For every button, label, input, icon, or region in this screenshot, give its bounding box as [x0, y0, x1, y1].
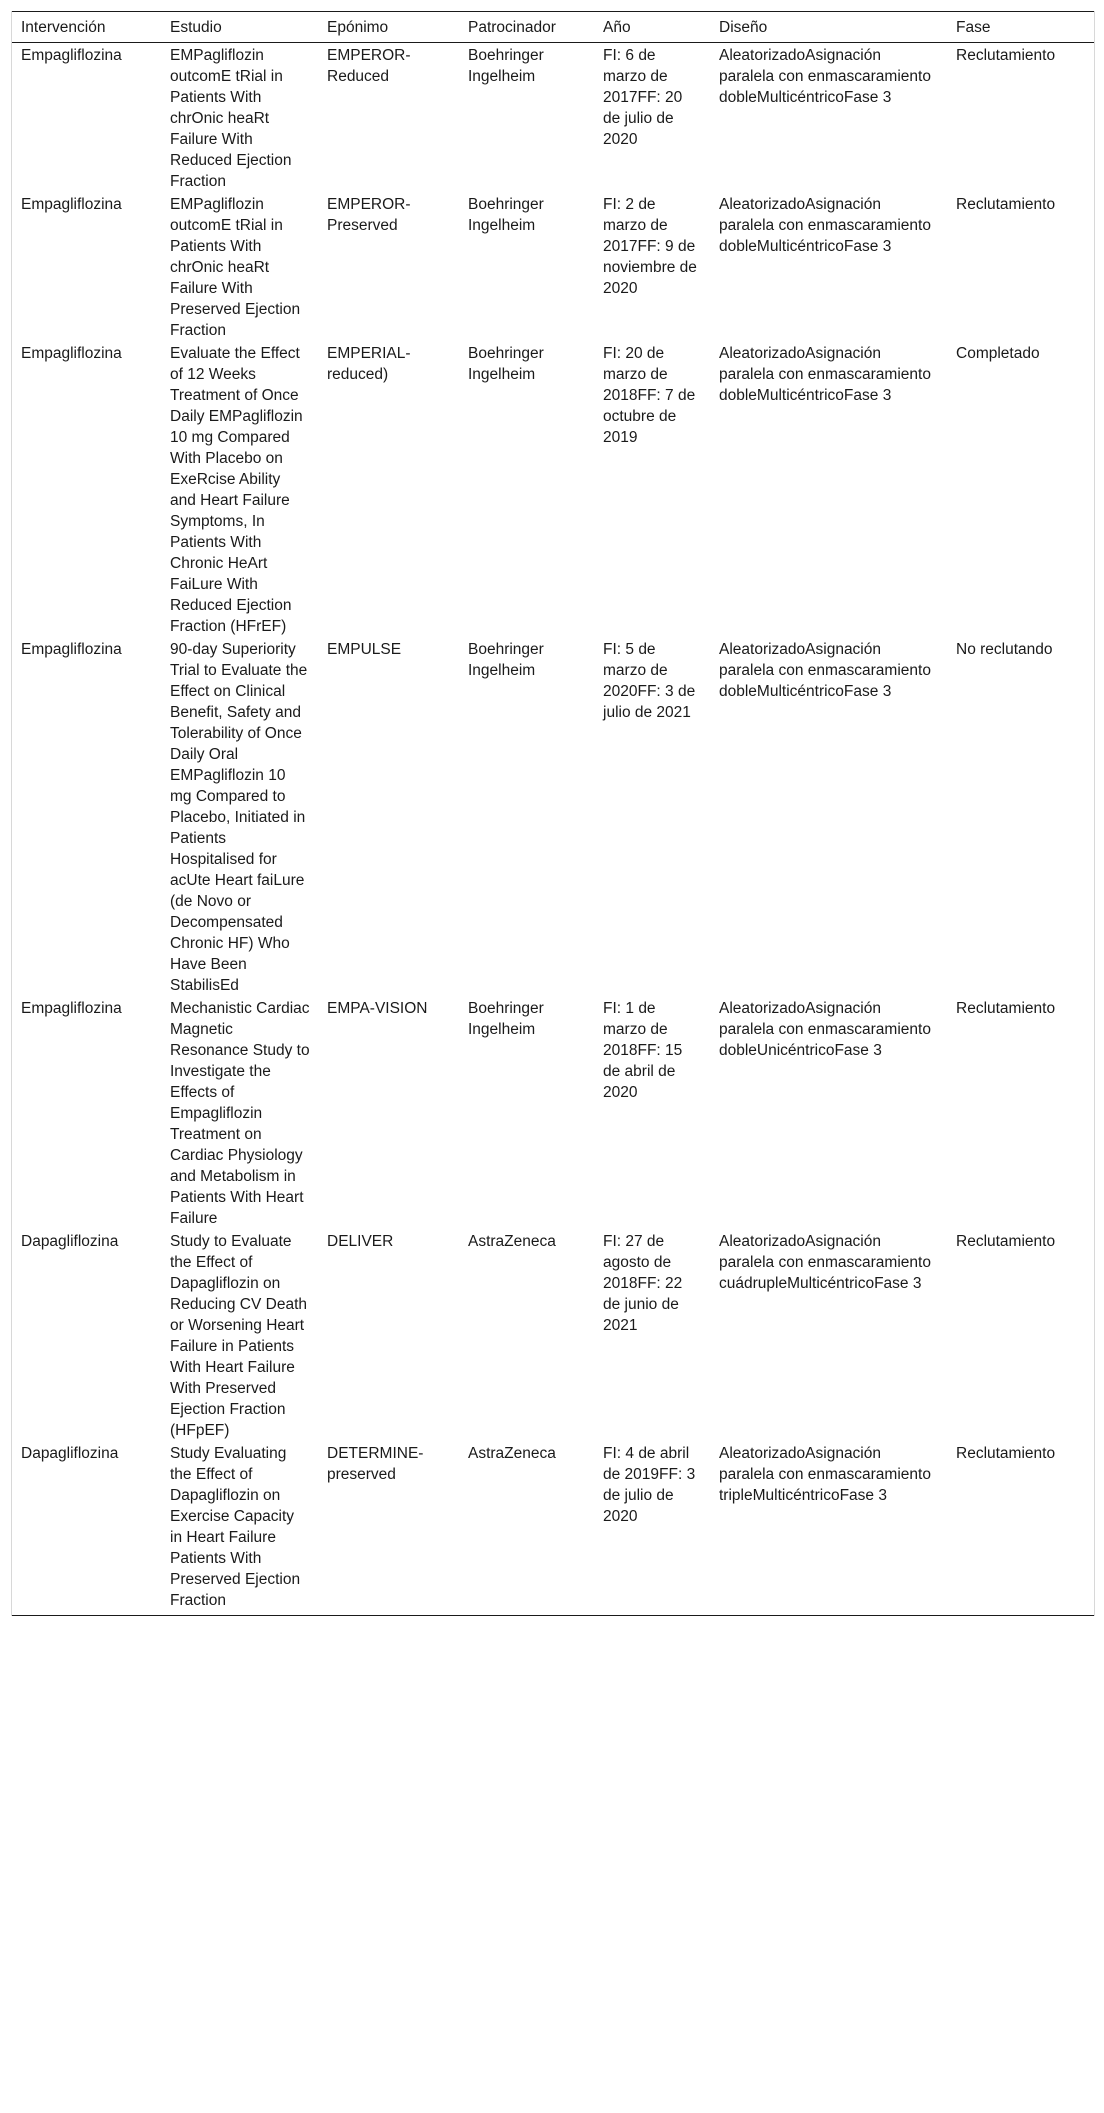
cell-diseno: AleatorizadoAsignación paralela con enmascaramiento dobleMulticéntricoFase 3: [719, 47, 931, 106]
cell-eponimo: EMPERIAL-reduced): [327, 345, 411, 383]
cell-diseno: AleatorizadoAsignación paralela con enmascaramiento dobleMulticéntricoFase 3: [719, 345, 931, 404]
cell-patrocinador: Boehringer Ingelheim: [468, 641, 544, 679]
header-fase: Fase: [947, 12, 1094, 43]
cell-fase: Reclutamiento: [956, 1233, 1056, 1250]
cell-diseno: AleatorizadoAsignación paralela con enmascaramiento dobleMulticéntricoFase 3: [719, 196, 931, 255]
cell-diseno: AleatorizadoAsignación paralela con enmascaramiento dobleUnicéntricoFase 3: [719, 1000, 931, 1059]
cell-eponimo: EMPA-VISION: [327, 1000, 428, 1017]
cell-fase: Completado: [956, 345, 1040, 362]
cell-fase: Reclutamiento: [947, 1441, 1094, 1616]
cell-fase: Reclutamiento: [956, 1000, 1056, 1017]
header-intervencion: Intervención: [12, 12, 161, 43]
cell-patrocinador: Boehringer Ingelheim: [468, 1000, 544, 1038]
table-row: [12, 1229, 1094, 1441]
cell-fase: Reclutamiento: [956, 196, 1056, 213]
table-row: [12, 341, 1094, 637]
table-row: [12, 192, 1094, 341]
cell-anio: FI: 2 de marzo de 2017FF: 9 de noviembre de 2020: [603, 196, 697, 297]
cell-anio: FI: 5 de marzo de 2020FF: 3 de julio de 2021: [603, 641, 696, 721]
cell-fase: Reclutamiento: [956, 47, 1056, 64]
cell-patrocinador: Boehringer Ingelheim: [468, 345, 544, 383]
header-patrocinador: Patrocinador: [459, 12, 594, 43]
cell-anio: FI: 1 de marzo de 2018FF: 15 de abril de 2020: [603, 1000, 683, 1101]
cell-intervencion: Empagliflozina: [21, 196, 122, 213]
table-header: [12, 12, 1094, 43]
cell-estudio: Study to Evaluate the Effect of Dapagliflozin on Reducing CV Death or Worsening Heart Failure in Patients With Heart Failure With Preserved Ejection Fraction (HFpEF): [170, 1233, 307, 1439]
cell-anio: FI: 6 de marzo de 2017FF: 20 de julio de 2020: [603, 47, 683, 148]
cell-eponimo: EMPEROR-Preserved: [327, 196, 411, 234]
table-row: [12, 1441, 1094, 1616]
table-row: [12, 43, 1094, 193]
cell-intervencion: Empagliflozina: [21, 641, 122, 658]
cell-estudio: Study Evaluating the Effect of Dapagliflozin on Exercise Capacity in Heart Failure Patients With Preserved Ejection Fraction: [161, 1441, 318, 1616]
cell-estudio: EMPagliflozin outcomE tRial in Patients With chrOnic heaRt Failure With Preserved Ejection Fraction: [170, 196, 301, 339]
header-anio: Año: [594, 12, 710, 43]
cell-estudio: EMPagliflozin outcomE tRial in Patients With chrOnic heaRt Failure With Reduced Ejection Fraction: [170, 47, 292, 190]
cell-fase: No reclutando: [956, 641, 1053, 658]
cell-anio: FI: 20 de marzo de 2018FF: 7 de octubre de 2019: [603, 345, 696, 446]
cell-diseno: AleatorizadoAsignación paralela con enmascaramiento cuádrupleMulticéntricoFase 3: [719, 1233, 931, 1292]
header-row: [12, 12, 1094, 43]
header-eponimo: Epónimo: [318, 12, 459, 43]
cell-eponimo: EMPULSE: [327, 641, 402, 658]
cell-estudio: Evaluate the Effect of 12 Weeks Treatment of Once Daily EMPagliflozin 10 mg Compared With Placebo on ExeRcise Ability and Heart Failure Symptoms, In Patients With Chronic HeArt FaiLure With Reduced Ejection Fraction (HFrEF): [170, 345, 303, 635]
cell-eponimo: EMPEROR-Reduced: [327, 47, 411, 85]
cell-estudio: 90-day Superiority Trial to Evaluate the Effect on Clinical Benefit, Safety and Tolerability of Once Daily Oral EMPagliflozin 10 mg Compared to Placebo, Initiated in Patients Hospitalised for acUte Heart faiLure (de Novo or Decompensated Chronic HF) Who Have Been StabilisEd: [170, 641, 308, 994]
cell-eponimo: DELIVER: [327, 1233, 394, 1250]
cell-intervencion: Empagliflozina: [21, 47, 122, 64]
cell-diseno: AleatorizadoAsignación paralela con enmascaramiento tripleMulticéntricoFase 3: [710, 1441, 947, 1616]
cell-intervencion: Empagliflozina: [21, 345, 122, 362]
cell-patrocinador: Boehringer Ingelheim: [468, 47, 544, 85]
table-body: [12, 43, 1094, 1616]
clinical-trials-table-container: [11, 11, 1095, 1616]
table-row: [12, 996, 1094, 1229]
cell-estudio: Mechanistic Cardiac Magnetic Resonance Study to Investigate the Effects of Empagliflozin Treatment on Cardiac Physiology and Metabolism in Patients With Heart Failure: [170, 1000, 310, 1227]
cell-anio: FI: 27 de agosto de 2018FF: 22 de junio de 2021: [603, 1233, 683, 1334]
header-diseno: Diseño: [710, 12, 947, 43]
table-row: [12, 637, 1094, 996]
cell-intervencion: Dapagliflozina: [21, 1233, 119, 1250]
header-estudio: Estudio: [161, 12, 318, 43]
cell-intervencion: Empagliflozina: [21, 1000, 122, 1017]
cell-intervencion: Dapagliflozina: [12, 1441, 161, 1616]
cell-patrocinador: AstraZeneca: [468, 1233, 556, 1250]
cell-eponimo: DETERMINE-preserved: [318, 1441, 459, 1616]
clinical-trials-table: [12, 11, 1094, 1616]
cell-anio: FI: 4 de abril de 2019FF: 3 de julio de 2020: [594, 1441, 710, 1616]
cell-diseno: AleatorizadoAsignación paralela con enmascaramiento dobleMulticéntricoFase 3: [719, 641, 931, 700]
cell-patrocinador: AstraZeneca: [459, 1441, 594, 1616]
cell-patrocinador: Boehringer Ingelheim: [468, 196, 544, 234]
